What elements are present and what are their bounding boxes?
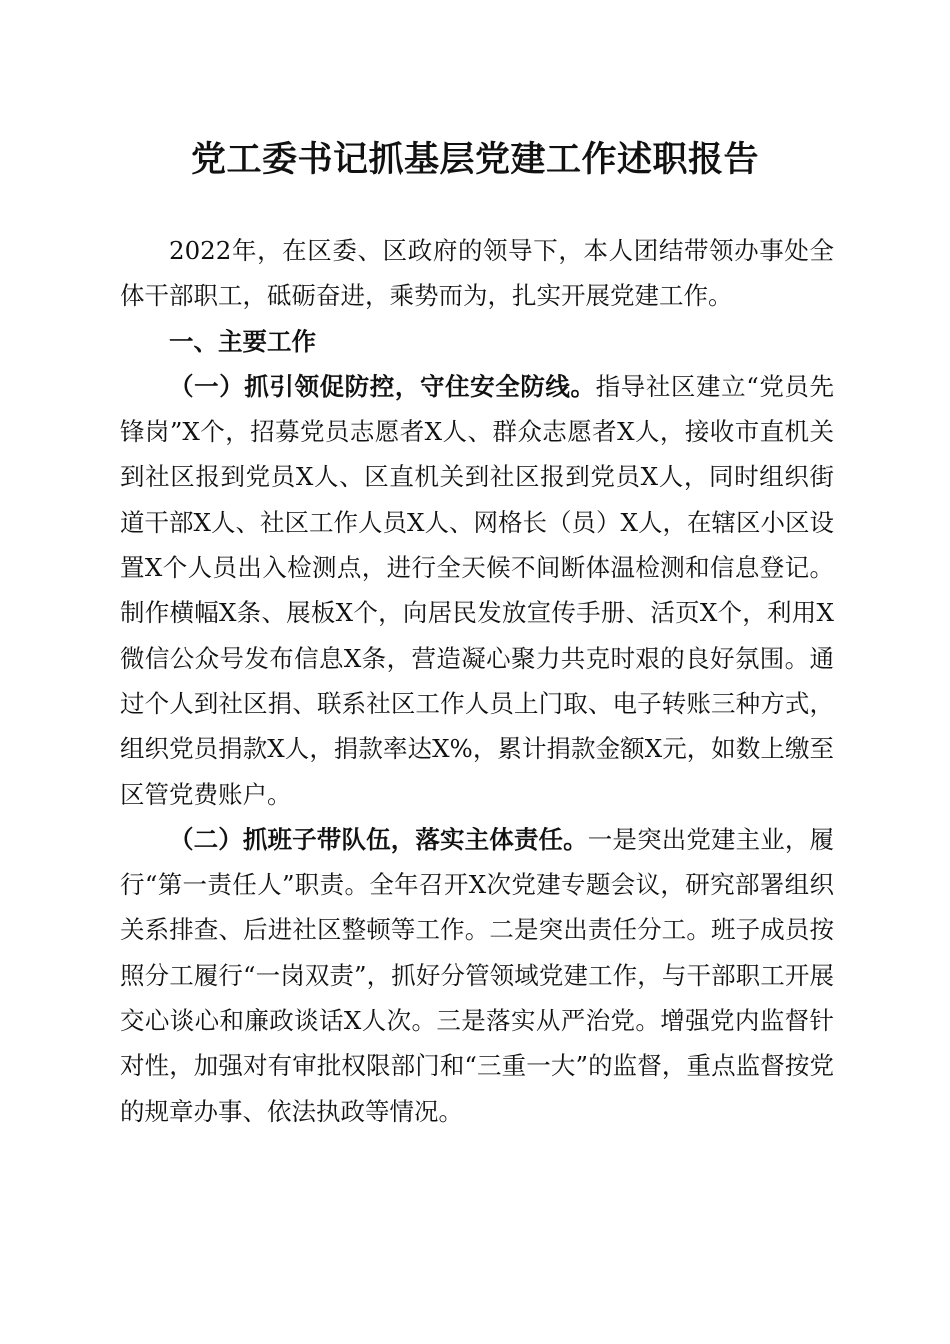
- document-body: [120, 228, 834, 1134]
- paragraph-item-1: [120, 364, 834, 817]
- document-title: 党工委书记抓基层党建工作述职报告: [190, 139, 759, 180]
- item-1-lead: （一）抓引领促防控，守住安全防线。: [169, 371, 596, 401]
- section-heading-main-work: 一、主要工作: [169, 326, 316, 356]
- intro-paragraph: 2022年，在区委、区政府的领导下，本人团结带领办事处全体干部职工，砥砺奋进，乘势而为，扎实开展党建工作。: [120, 236, 834, 311]
- item-2-text: 一是突出党建主业，履行“第一责任人”职责。全年召开X次党建专题会议，研究部署组织关系排查、后进社区整顿等工作。二是突出责任分工。班子成员按照分工履行“一岗双责”，抓好分管领域党建工作，与干部职工开展交心谈心和廉政谈话X人次。三是落实从严治党。增强党内监督针对性，加强对有审批权限部门和“三重一大”的监督，重点监督按党的规章办事、依法执政等情况。: [120, 824, 835, 1126]
- item-1-text: 指导社区建立“党员先锋岗”X个，招募党员志愿者X人、群众志愿者X人，接收市直机关到社区报到党员X人、区直机关到社区报到党员X人，同时组织街道干部X人、社区工作人员X人、网格长（员）X人，在辖区小区设置X个人员出入检测点，进行全天候不间断体温检测和信息登记。制作横幅X条、展板X个，向居民发放宣传手册、活页X个，利用X微信公众号发布信息X条，营造凝心聚力共克时艰的良好氛围。通过个人到社区捐、联系社区工作人员上门取、电子转账三种方式，组织党员捐款X人，捐款率达X%，累计捐款金额X元，如数上缴至区管党费账户。: [120, 371, 835, 809]
- paragraph-item-2: [120, 817, 834, 1134]
- item-2-lead: （二）抓班子带队伍，落实主体责任。: [169, 824, 588, 854]
